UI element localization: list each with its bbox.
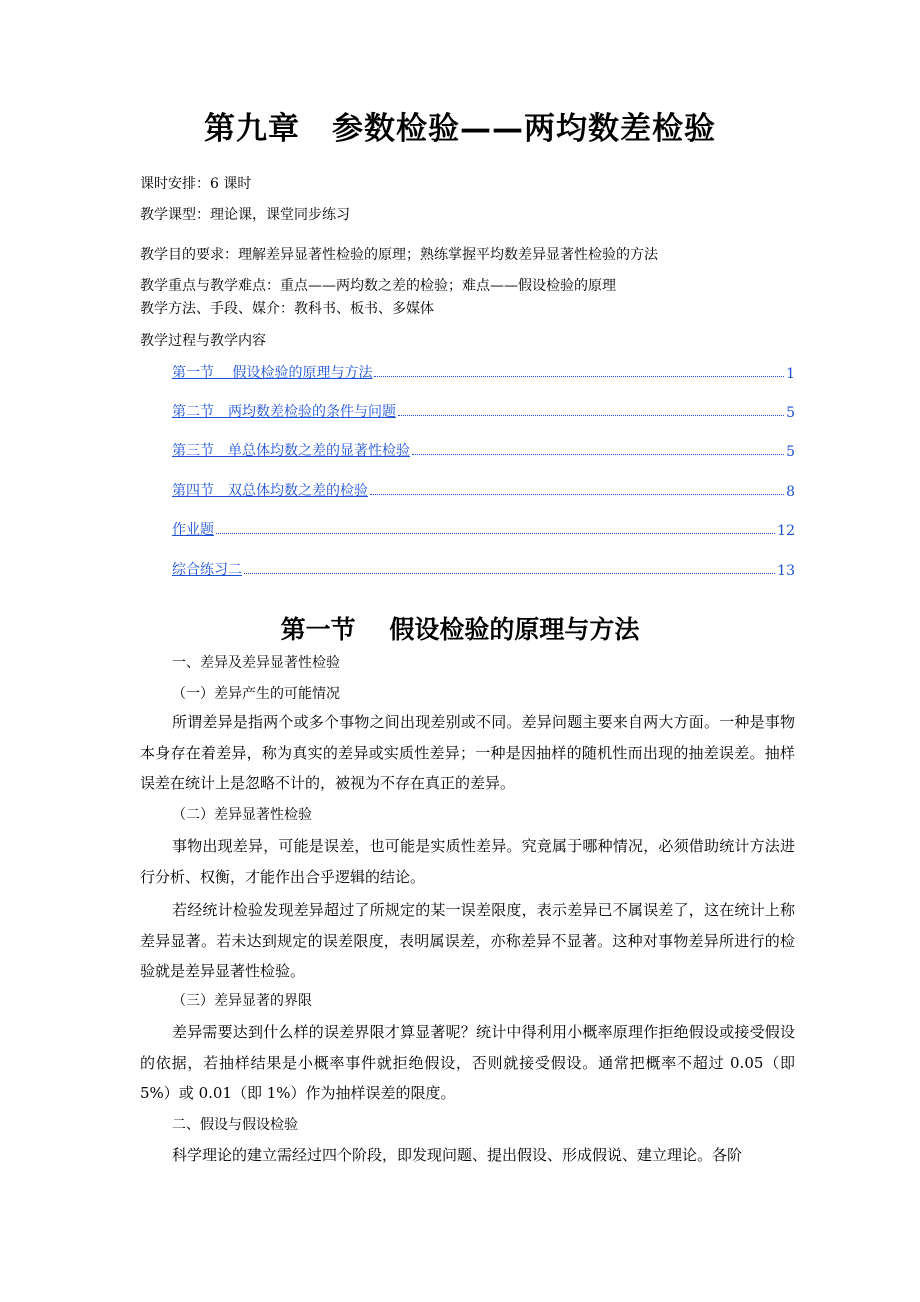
teaching-process: 教学过程与教学内容: [140, 333, 266, 349]
toc-entry-label: 第四节 双总体均数之差的检验: [172, 483, 368, 499]
section-title: 第一节 假设检验的原理与方法: [280, 615, 640, 644]
key-points: 教学重点与教学难点：重点——两均数之差的检验；难点——假设检验的原理: [140, 278, 616, 294]
toc-page-number: 13: [777, 563, 795, 579]
teaching-methods: 教学方法、手段、媒介：教科书、板书、多媒体: [140, 301, 434, 317]
toc-entry-section-3[interactable]: [172, 440, 795, 460]
toc-page-number: 12: [777, 523, 795, 539]
heading-two: 二、假设与假设检验: [172, 1117, 298, 1133]
toc-entry-section-4[interactable]: [172, 480, 795, 500]
toc-entry-exercise-2[interactable]: [172, 559, 795, 579]
teaching-objectives: 教学目的要求：理解差异显著性检验的原理；熟练掌握平均数差异显著性检验的方法: [140, 247, 658, 263]
course-type: 教学课型：理论课，课堂同步练习: [140, 207, 350, 223]
subheading-one-1: （一）差异产生的可能情况: [172, 686, 340, 702]
toc-leader-dots: [398, 415, 784, 416]
toc-entry-label: 第三节 单总体均数之差的显著性检验: [172, 443, 410, 459]
toc-entry-label: 作业题: [172, 522, 214, 538]
toc-page-number: 8: [786, 484, 795, 500]
heading-one: 一、差异及差异显著性检验: [172, 655, 340, 671]
toc-page-number: 5: [786, 405, 795, 421]
subheading-one-3: （三）差异显著的界限: [172, 993, 312, 1009]
toc-page-number: 1: [786, 366, 795, 382]
toc-entry-section-1[interactable]: [172, 362, 795, 382]
paragraph-significance-result: 若经统计检验发现差异超过了所规定的某一误差限度，表示差异已不属误差了，这在统计上称差异显著。若未达到规定的误差限度，表明属误差，亦称差异不显著。这种对事物差异所进行的检验就是差异显著性检验。: [140, 901, 795, 980]
toc-leader-dots: [244, 573, 775, 574]
paragraph-significance-test: 事物出现差异，可能是误差，也可能是实质性差异。究竟属于哪种情况，必须借助统计方法进行分析、权衡，才能作出合乎逻辑的结论。: [140, 837, 795, 886]
subheading-one-2: （二）差异显著性检验: [172, 807, 312, 823]
toc-entry-label: 第二节 两均数差检验的条件与问题: [172, 404, 396, 420]
toc-leader-dots: [216, 533, 775, 534]
toc-leader-dots: [374, 376, 784, 377]
chapter-title: 第九章 参数检验——两均数差检验: [204, 111, 716, 147]
toc-leader-dots: [412, 454, 784, 455]
toc-entry-homework[interactable]: [172, 519, 795, 539]
toc-entry-label: 第一节 假设检验的原理与方法: [172, 365, 373, 381]
toc-entry-section-2[interactable]: [172, 401, 795, 421]
paragraph-difference-definition: 所谓差异是指两个或多个事物之间出现差别或不同。差异问题主要来自两大方面。一种是事物本身存在着差异，称为真实的差异或实质性差异；一种是因抽样的随机性而出现的抽差误差。抽样误差在统计上是忽略不计的，被视为不存在真正的差异。: [140, 713, 795, 792]
toc-entry-label: 综合练习二: [172, 562, 242, 578]
toc-leader-dots: [370, 494, 784, 495]
paragraph-significance-limit: 差异需要达到什么样的误差界限才算显著呢？统计中得利用小概率原理作拒绝假设或接受假设的依据，若抽样结果是小概率事件就拒绝假设，否则就接受假设。通常把概率不超过 0.05（即 5%）或 0.01（即 1%）作为抽样误差的限度。: [140, 1023, 795, 1102]
toc-page-number: 5: [786, 444, 795, 460]
class-schedule: 课时安排：6 课时: [140, 176, 252, 192]
paragraph-scientific-theory: 科学理论的建立需经过四个阶段，即发现问题、提出假设、形成假说、建立理论。各阶: [172, 1146, 743, 1164]
